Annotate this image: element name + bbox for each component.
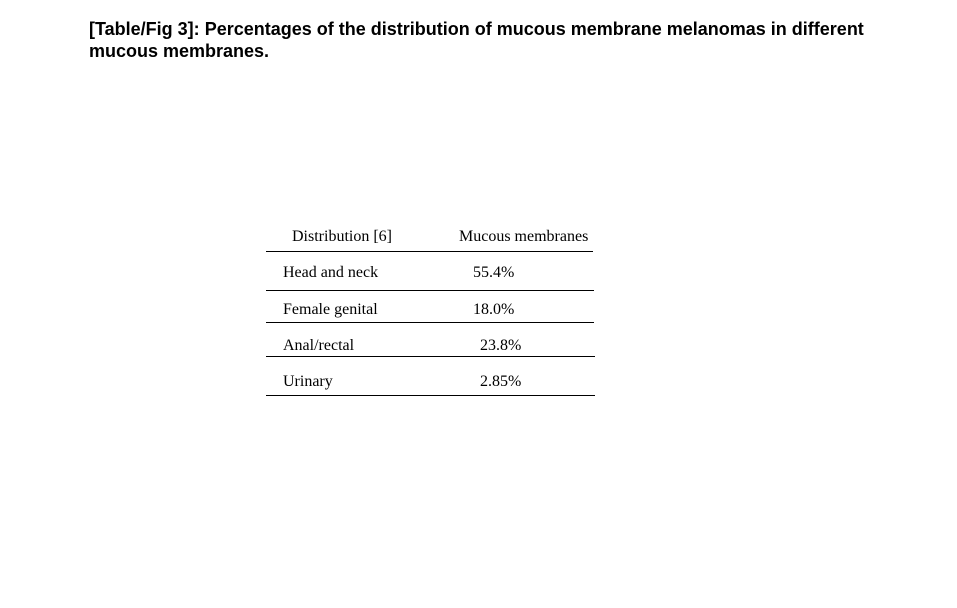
header-rule <box>266 251 593 252</box>
row-site-head-neck: Head and neck <box>283 264 379 281</box>
row-site-urinary: Urinary <box>283 373 333 390</box>
header-mucous-membranes: Mucous membranes <box>459 228 589 245</box>
header-distribution: Distribution [6] <box>292 228 392 245</box>
row-value-anal-rectal: 23.8% <box>480 337 522 354</box>
row-site-anal-rectal: Anal/rectal <box>283 337 355 354</box>
bottom-rule <box>266 395 595 396</box>
row-site-female-genital: Female genital <box>283 301 378 318</box>
row-value-head-neck: 55.4% <box>473 264 515 281</box>
row-rule-3 <box>266 356 595 357</box>
caption-text: Percentages of the distribution of mucous membrane melanomas in different mucous membranes. <box>89 19 864 61</box>
caption-label: [Table/Fig 3]: <box>89 19 200 39</box>
row-value-female-genital: 18.0% <box>473 301 515 318</box>
row-rule-1 <box>266 290 594 291</box>
row-rule-2 <box>266 322 594 323</box>
row-value-urinary: 2.85% <box>480 373 522 390</box>
